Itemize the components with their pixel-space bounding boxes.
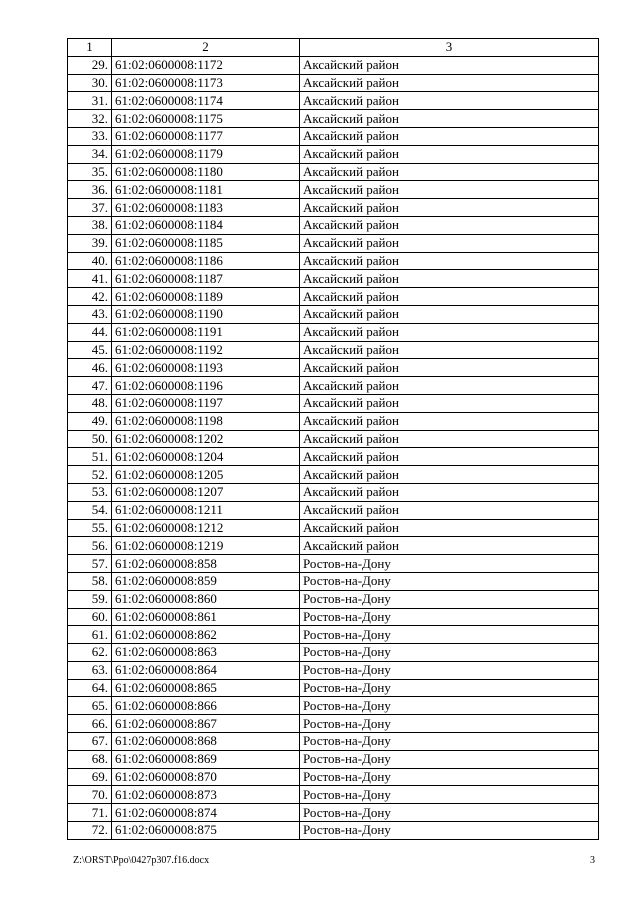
cadastral-number-cell: 61:02:0600008:1212 <box>112 519 300 537</box>
cadastral-number-cell: 61:02:0600008:1189 <box>112 288 300 306</box>
cadastral-number-cell: 61:02:0600008:870 <box>112 768 300 786</box>
cadastral-number-cell: 61:02:0600008:860 <box>112 590 300 608</box>
row-number-cell: 31. <box>68 92 112 110</box>
table-row <box>68 715 599 733</box>
row-number-cell: 57. <box>68 555 112 573</box>
location-cell: Ростов-на-Дону <box>300 679 599 697</box>
cadastral-number-cell: 61:02:0600008:1205 <box>112 466 300 484</box>
table-row <box>68 822 599 840</box>
location-cell: Аксайский район <box>300 181 599 199</box>
cadastral-number-cell: 61:02:0600008:865 <box>112 679 300 697</box>
row-number-cell: 33. <box>68 127 112 145</box>
table-row <box>68 448 599 466</box>
row-number-cell: 63. <box>68 661 112 679</box>
table-row <box>68 323 599 341</box>
table-header-row <box>68 39 599 57</box>
location-cell: Ростов-на-Дону <box>300 804 599 822</box>
cadastral-number-cell: 61:02:0600008:1185 <box>112 234 300 252</box>
table-row <box>68 572 599 590</box>
table-row <box>68 483 599 501</box>
table-row <box>68 786 599 804</box>
location-cell: Аксайский район <box>300 74 599 92</box>
location-cell: Аксайский район <box>300 92 599 110</box>
column-header-1: 1 <box>68 39 112 57</box>
location-cell: Аксайский район <box>300 56 599 74</box>
cadastral-number-cell: 61:02:0600008:863 <box>112 644 300 662</box>
row-number-cell: 65. <box>68 697 112 715</box>
cadastral-number-cell: 61:02:0600008:868 <box>112 733 300 751</box>
row-number-cell: 54. <box>68 501 112 519</box>
column-header-2: 2 <box>112 39 300 57</box>
table-row <box>68 181 599 199</box>
table-row <box>68 466 599 484</box>
table-row <box>68 341 599 359</box>
cadastral-number-cell: 61:02:0600008:1207 <box>112 483 300 501</box>
cadastral-number-cell: 61:02:0600008:867 <box>112 715 300 733</box>
row-number-cell: 42. <box>68 288 112 306</box>
table-row <box>68 519 599 537</box>
table-row <box>68 394 599 412</box>
row-number-cell: 51. <box>68 448 112 466</box>
table-row <box>68 216 599 234</box>
row-number-cell: 67. <box>68 733 112 751</box>
cadastral-number-cell: 61:02:0600008:1196 <box>112 377 300 395</box>
table-row <box>68 127 599 145</box>
location-cell: Ростов-на-Дону <box>300 626 599 644</box>
table-row <box>68 412 599 430</box>
table-row <box>68 804 599 822</box>
table-row <box>68 377 599 395</box>
row-number-cell: 64. <box>68 679 112 697</box>
cadastral-number-cell: 61:02:0600008:874 <box>112 804 300 822</box>
row-number-cell: 36. <box>68 181 112 199</box>
location-cell: Аксайский район <box>300 199 599 217</box>
cadastral-number-cell: 61:02:0600008:861 <box>112 608 300 626</box>
location-cell: Аксайский район <box>300 323 599 341</box>
table-row <box>68 110 599 128</box>
location-cell: Аксайский район <box>300 394 599 412</box>
cadastral-number-cell: 61:02:0600008:1181 <box>112 181 300 199</box>
row-number-cell: 53. <box>68 483 112 501</box>
location-cell: Аксайский район <box>300 127 599 145</box>
row-number-cell: 58. <box>68 572 112 590</box>
row-number-cell: 35. <box>68 163 112 181</box>
cadastral-number-cell: 61:02:0600008:875 <box>112 822 300 840</box>
table-row <box>68 501 599 519</box>
cadastral-number-cell: 61:02:0600008:869 <box>112 750 300 768</box>
cadastral-number-cell: 61:02:0600008:1180 <box>112 163 300 181</box>
location-cell: Ростов-на-Дону <box>300 822 599 840</box>
cadastral-number-cell: 61:02:0600008:1172 <box>112 56 300 74</box>
location-cell: Аксайский район <box>300 448 599 466</box>
table-row <box>68 92 599 110</box>
location-cell: Аксайский район <box>300 519 599 537</box>
cadastral-number-cell: 61:02:0600008:1191 <box>112 323 300 341</box>
footer-file-path: Z:\ORST\Ppo\0427p307.f16.docx <box>73 855 210 866</box>
location-cell: Ростов-на-Дону <box>300 733 599 751</box>
row-number-cell: 49. <box>68 412 112 430</box>
cadastral-number-cell: 61:02:0600008:1197 <box>112 394 300 412</box>
table-row <box>68 768 599 786</box>
table-row <box>68 234 599 252</box>
row-number-cell: 39. <box>68 234 112 252</box>
location-cell: Аксайский район <box>300 483 599 501</box>
table-row <box>68 270 599 288</box>
row-number-cell: 30. <box>68 74 112 92</box>
row-number-cell: 34. <box>68 145 112 163</box>
table-row <box>68 608 599 626</box>
table-row <box>68 430 599 448</box>
row-number-cell: 62. <box>68 644 112 662</box>
row-number-cell: 48. <box>68 394 112 412</box>
table-row <box>68 750 599 768</box>
location-cell: Ростов-на-Дону <box>300 661 599 679</box>
cadastral-number-cell: 61:02:0600008:1173 <box>112 74 300 92</box>
cadastral-number-cell: 61:02:0600008:1211 <box>112 501 300 519</box>
table-row <box>68 145 599 163</box>
location-cell: Ростов-на-Дону <box>300 697 599 715</box>
cadastral-number-cell: 61:02:0600008:859 <box>112 572 300 590</box>
cadastral-number-cell: 61:02:0600008:1192 <box>112 341 300 359</box>
table-row <box>68 537 599 555</box>
location-cell: Аксайский район <box>300 270 599 288</box>
row-number-cell: 61. <box>68 626 112 644</box>
cadastral-number-cell: 61:02:0600008:1183 <box>112 199 300 217</box>
cadastral-number-cell: 61:02:0600008:1193 <box>112 359 300 377</box>
location-cell: Аксайский район <box>300 216 599 234</box>
row-number-cell: 60. <box>68 608 112 626</box>
table-row <box>68 252 599 270</box>
row-number-cell: 69. <box>68 768 112 786</box>
table-row <box>68 74 599 92</box>
cadastral-number-cell: 61:02:0600008:1204 <box>112 448 300 466</box>
table-row <box>68 163 599 181</box>
row-number-cell: 66. <box>68 715 112 733</box>
cadastral-number-cell: 61:02:0600008:1190 <box>112 305 300 323</box>
cadastral-number-cell: 61:02:0600008:858 <box>112 555 300 573</box>
table-row <box>68 305 599 323</box>
cadastral-number-cell: 61:02:0600008:873 <box>112 786 300 804</box>
location-cell: Аксайский район <box>300 341 599 359</box>
location-cell: Аксайский район <box>300 252 599 270</box>
table-row <box>68 288 599 306</box>
cadastral-number-cell: 61:02:0600008:1177 <box>112 127 300 145</box>
cadastral-number-cell: 61:02:0600008:1187 <box>112 270 300 288</box>
table-row <box>68 359 599 377</box>
location-cell: Ростов-на-Дону <box>300 715 599 733</box>
location-cell: Ростов-на-Дону <box>300 768 599 786</box>
row-number-cell: 71. <box>68 804 112 822</box>
row-number-cell: 41. <box>68 270 112 288</box>
location-cell: Аксайский район <box>300 377 599 395</box>
row-number-cell: 72. <box>68 822 112 840</box>
location-cell: Аксайский район <box>300 466 599 484</box>
location-cell: Аксайский район <box>300 110 599 128</box>
footer-page-number: 3 <box>590 855 595 866</box>
location-cell: Аксайский район <box>300 305 599 323</box>
row-number-cell: 43. <box>68 305 112 323</box>
row-number-cell: 55. <box>68 519 112 537</box>
cadastral-table <box>67 38 599 840</box>
row-number-cell: 38. <box>68 216 112 234</box>
cadastral-number-cell: 61:02:0600008:1184 <box>112 216 300 234</box>
location-cell: Аксайский район <box>300 145 599 163</box>
table-row <box>68 590 599 608</box>
row-number-cell: 70. <box>68 786 112 804</box>
table-row <box>68 733 599 751</box>
cadastral-number-cell: 61:02:0600008:1175 <box>112 110 300 128</box>
location-cell: Ростов-на-Дону <box>300 644 599 662</box>
cadastral-number-cell: 61:02:0600008:862 <box>112 626 300 644</box>
row-number-cell: 68. <box>68 750 112 768</box>
location-cell: Ростов-на-Дону <box>300 750 599 768</box>
cadastral-number-cell: 61:02:0600008:1202 <box>112 430 300 448</box>
row-number-cell: 56. <box>68 537 112 555</box>
table-row <box>68 56 599 74</box>
table-row <box>68 697 599 715</box>
location-cell: Ростов-на-Дону <box>300 572 599 590</box>
table-body <box>68 56 599 839</box>
table-row <box>68 644 599 662</box>
row-number-cell: 40. <box>68 252 112 270</box>
row-number-cell: 52. <box>68 466 112 484</box>
table-row <box>68 661 599 679</box>
location-cell: Аксайский район <box>300 412 599 430</box>
cadastral-number-cell: 61:02:0600008:1186 <box>112 252 300 270</box>
column-header-3: 3 <box>300 39 599 57</box>
location-cell: Аксайский район <box>300 501 599 519</box>
location-cell: Аксайский район <box>300 163 599 181</box>
table-row <box>68 555 599 573</box>
row-number-cell: 44. <box>68 323 112 341</box>
location-cell: Ростов-на-Дону <box>300 608 599 626</box>
location-cell: Ростов-на-Дону <box>300 786 599 804</box>
table-row <box>68 679 599 697</box>
row-number-cell: 46. <box>68 359 112 377</box>
location-cell: Аксайский район <box>300 537 599 555</box>
location-cell: Ростов-на-Дону <box>300 555 599 573</box>
location-cell: Ростов-на-Дону <box>300 590 599 608</box>
cadastral-number-cell: 61:02:0600008:1219 <box>112 537 300 555</box>
location-cell: Аксайский район <box>300 288 599 306</box>
table-row <box>68 199 599 217</box>
row-number-cell: 47. <box>68 377 112 395</box>
location-cell: Аксайский район <box>300 234 599 252</box>
row-number-cell: 32. <box>68 110 112 128</box>
row-number-cell: 29. <box>68 56 112 74</box>
row-number-cell: 45. <box>68 341 112 359</box>
cadastral-number-cell: 61:02:0600008:1198 <box>112 412 300 430</box>
row-number-cell: 50. <box>68 430 112 448</box>
cadastral-number-cell: 61:02:0600008:866 <box>112 697 300 715</box>
table-row <box>68 626 599 644</box>
cadastral-number-cell: 61:02:0600008:1174 <box>112 92 300 110</box>
location-cell: Аксайский район <box>300 359 599 377</box>
cadastral-number-cell: 61:02:0600008:864 <box>112 661 300 679</box>
row-number-cell: 37. <box>68 199 112 217</box>
cadastral-number-cell: 61:02:0600008:1179 <box>112 145 300 163</box>
row-number-cell: 59. <box>68 590 112 608</box>
location-cell: Аксайский район <box>300 430 599 448</box>
